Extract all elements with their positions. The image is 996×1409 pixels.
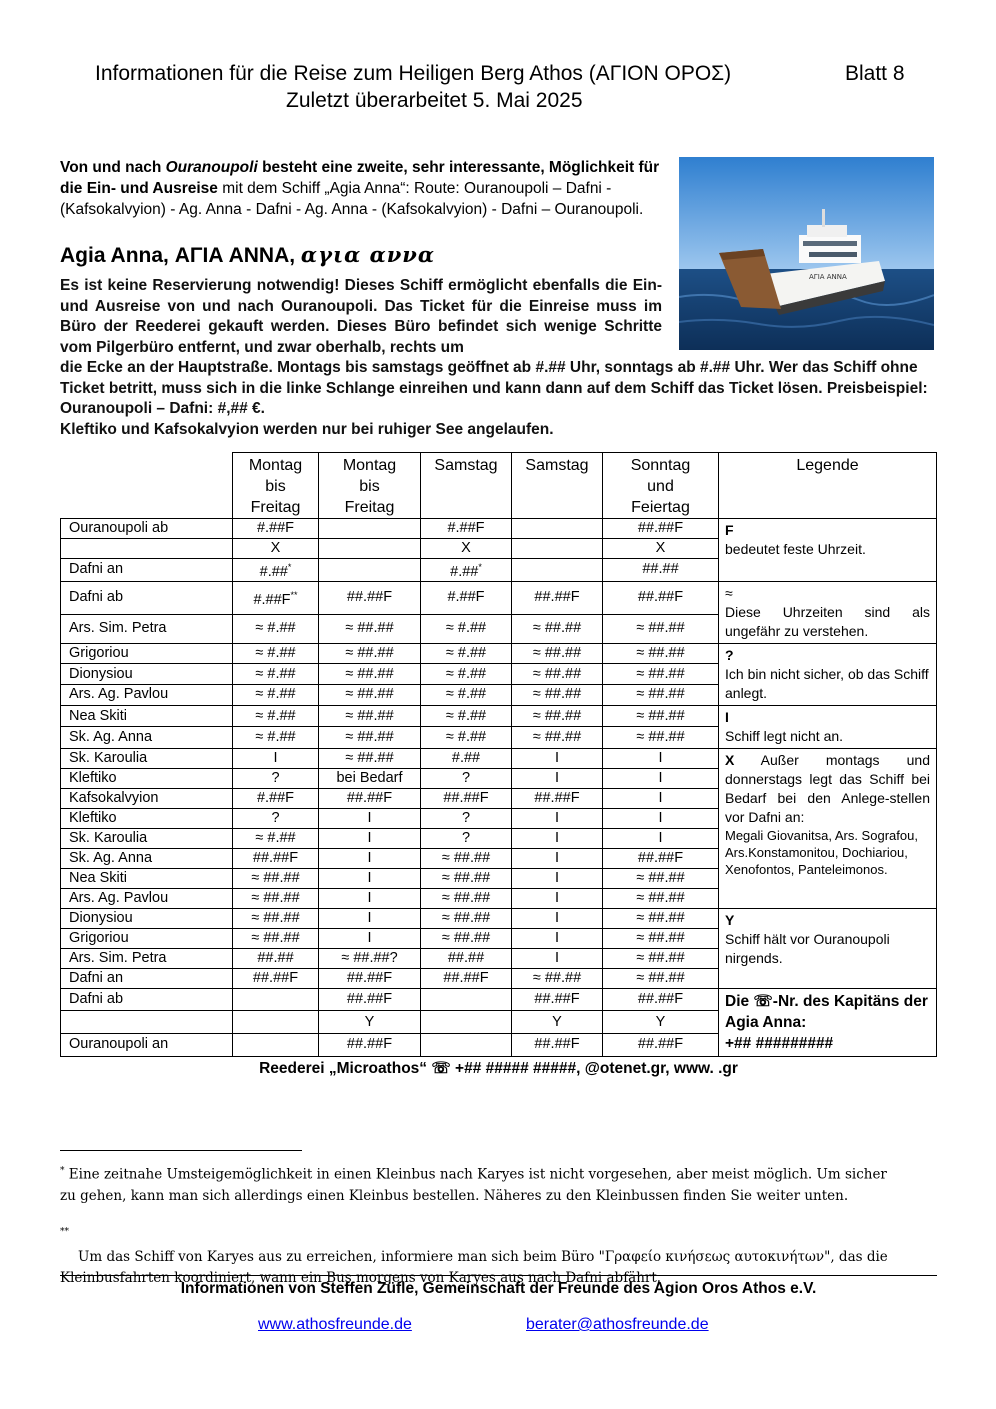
time-cell: ≈ #.## bbox=[421, 685, 512, 706]
time-cell: ? bbox=[421, 828, 512, 848]
time-cell: I bbox=[512, 828, 603, 848]
time-cell: I bbox=[603, 748, 719, 768]
footnote-separator bbox=[60, 1150, 302, 1151]
time-cell: I bbox=[512, 888, 603, 908]
time-cell: ≈ ##.## bbox=[319, 705, 421, 727]
time-cell: ≈ ##.## bbox=[233, 908, 319, 928]
time-cell bbox=[421, 988, 512, 1011]
time-cell: ##.##F bbox=[512, 1034, 603, 1057]
time-cell: ##.## bbox=[233, 948, 319, 968]
time-cell: I bbox=[512, 948, 603, 968]
captain-phone-label: Die ☏-Nr. des Kapitäns der Agia Anna: bbox=[725, 992, 928, 1031]
legend-cell bbox=[719, 519, 937, 582]
legend-approx-key: ≈ bbox=[725, 584, 733, 601]
time-cell: I bbox=[603, 828, 719, 848]
time-cell: I bbox=[319, 808, 421, 828]
timetable bbox=[60, 452, 937, 1057]
time-cell bbox=[512, 559, 603, 582]
time-cell: ##.##F bbox=[512, 788, 603, 808]
time-cell: ##.##F bbox=[603, 988, 719, 1011]
time-cell: #.##* bbox=[421, 559, 512, 582]
time-cell: ##.##F bbox=[512, 988, 603, 1011]
time-cell: #.## bbox=[421, 748, 512, 768]
time-cell: ≈ ##.## bbox=[319, 643, 421, 664]
time-cell: ≈ ##.## bbox=[512, 685, 603, 706]
time-cell: #.##F bbox=[421, 519, 512, 539]
time-cell: ≈ ##.## bbox=[512, 705, 603, 727]
time-cell: ≈ ##.## bbox=[603, 888, 719, 908]
time-cell bbox=[319, 559, 421, 582]
timetable-row bbox=[61, 908, 937, 928]
time-cell: I bbox=[319, 888, 421, 908]
time-cell: I bbox=[512, 868, 603, 888]
time-cell: ≈ ##.## bbox=[319, 685, 421, 706]
time-cell: ≈ ##.## bbox=[319, 614, 421, 643]
stop-name: Ouranoupoli ab bbox=[61, 519, 233, 539]
time-cell: ≈ ##.## bbox=[512, 643, 603, 664]
time-cell: ≈ ##.## bbox=[603, 948, 719, 968]
time-cell: ##.## bbox=[603, 559, 719, 582]
time-cell: ≈ ##.## bbox=[512, 968, 603, 988]
stop-name: Dionysiou bbox=[61, 908, 233, 928]
stop-name: Grigoriou bbox=[61, 928, 233, 948]
time-cell bbox=[512, 539, 603, 559]
col-header-mofr-2: Montag bis Freitag bbox=[319, 453, 421, 519]
col-header-sa-1: Samstag bbox=[421, 453, 512, 519]
stop-name bbox=[61, 1011, 233, 1034]
legend-cell bbox=[719, 643, 937, 705]
legend-cell bbox=[719, 908, 937, 988]
legend-cell bbox=[719, 581, 937, 643]
page-title: Informationen für die Reise zum Heiligen Berg Athos (ΑΓΙΟΝ ΟΡΟΣ) bbox=[95, 62, 732, 85]
time-cell: ≈ ##.## bbox=[603, 968, 719, 988]
time-cell bbox=[319, 519, 421, 539]
stop-name bbox=[61, 539, 233, 559]
time-cell: ≈ ##.## bbox=[233, 928, 319, 948]
time-cell: #.##F bbox=[421, 581, 512, 614]
time-cell: ##.##F bbox=[603, 519, 719, 539]
time-cell: bei Bedarf bbox=[319, 768, 421, 788]
timetable-row bbox=[61, 748, 937, 768]
time-cell: ##.##F bbox=[319, 788, 421, 808]
time-cell: ##.##F bbox=[421, 788, 512, 808]
time-cell: ≈ ##.## bbox=[421, 888, 512, 908]
time-cell bbox=[421, 1034, 512, 1057]
legend-y-key: Y bbox=[725, 911, 735, 928]
time-cell: I bbox=[512, 808, 603, 828]
time-cell: ? bbox=[233, 808, 319, 828]
time-cell: ≈ ##.## bbox=[603, 614, 719, 643]
legend-q-key: ? bbox=[725, 646, 734, 663]
time-cell: ≈ ##.## bbox=[421, 848, 512, 868]
time-cell: ≈ ##.## bbox=[319, 748, 421, 768]
time-cell: ##.##F bbox=[319, 988, 421, 1011]
legend-i-text: Schiff legt nicht an. bbox=[725, 727, 844, 744]
time-cell: ≈ ##.## bbox=[319, 727, 421, 749]
time-cell: X bbox=[421, 539, 512, 559]
legend-cell bbox=[719, 705, 937, 748]
time-cell: I bbox=[603, 808, 719, 828]
time-cell bbox=[421, 1011, 512, 1034]
col-header-mofr-1: Montag bis Freitag bbox=[233, 453, 319, 519]
time-cell: ##.##F bbox=[603, 581, 719, 614]
time-cell: ≈ #.## bbox=[421, 664, 512, 685]
stop-name: Nea Skiti bbox=[61, 868, 233, 888]
time-cell: I bbox=[319, 928, 421, 948]
stop-name: Kafsokalvyion bbox=[61, 788, 233, 808]
time-cell: ≈ ##.## bbox=[233, 888, 319, 908]
time-cell bbox=[512, 519, 603, 539]
time-cell: ≈ #.## bbox=[233, 643, 319, 664]
footer-separator bbox=[60, 1275, 937, 1276]
time-cell: ##.##F bbox=[603, 848, 719, 868]
time-cell bbox=[319, 539, 421, 559]
email-link[interactable]: berater@athosfreunde.de bbox=[526, 1316, 709, 1333]
time-cell: I bbox=[512, 928, 603, 948]
stop-name: Ars. Ag. Pavlou bbox=[61, 685, 233, 706]
website-link[interactable]: www.athosfreunde.de bbox=[258, 1316, 412, 1333]
time-cell: ? bbox=[233, 768, 319, 788]
stop-name: Dafni ab bbox=[61, 988, 233, 1011]
timetable-row bbox=[61, 581, 937, 614]
time-cell: ≈ #.## bbox=[233, 664, 319, 685]
time-cell: ##.##F bbox=[512, 581, 603, 614]
time-cell bbox=[233, 1034, 319, 1057]
legend-x-key: X bbox=[725, 751, 735, 768]
time-cell: ≈ #.## bbox=[421, 705, 512, 727]
time-cell: ≈ ##.## bbox=[603, 664, 719, 685]
time-cell: I bbox=[319, 908, 421, 928]
time-cell: ? bbox=[421, 768, 512, 788]
ship-title: Agia Anna, ΑΓΙΑ ΑΝΝΑ, αγια αννα bbox=[60, 242, 436, 267]
time-cell: ##.##F bbox=[233, 848, 319, 868]
time-cell: #.##* bbox=[233, 559, 319, 582]
time-cell: ? bbox=[421, 808, 512, 828]
stop-name: Ars. Ag. Pavlou bbox=[61, 888, 233, 908]
ship-info-paragraph: Es ist keine Reservierung notwendig! Dieses Schiff ermöglicht ebenfalls die Ein- und Ausreise von und nach Ouranoupoli. Das Ticket für die Einreise muss im Büro der Reederei gekauft werden. Dieses Büro befindet sich wenige Schritte vom Pilgerbüro entfernt, und zwar oberhalb, rechts um die Ecke an der Hauptstraße. Montags bis samstags geöffnet ab #.## Uhr, sonntags ab #.## Uhr. Wer das Schiff ohne Ticket betritt, muss sich in die linke Schlange einreihen und kann dann auf dem Schiff das Ticket lösen. Preisbeispiel: Ouranoupoli – Dafni: #,## €. Kleftiko und Kafsokalvyion werden nur bei ruhiger See angelaufen. bbox=[60, 277, 928, 438]
time-cell: ≈ #.## bbox=[233, 705, 319, 727]
last-updated: Zuletzt überarbeitet 5. Mai 2025 bbox=[286, 89, 583, 112]
time-cell: ≈ ##.## bbox=[319, 664, 421, 685]
time-cell: ##.##F bbox=[319, 581, 421, 614]
time-cell: ≈ ##.## bbox=[512, 727, 603, 749]
captain-phone-number: +## ######### bbox=[725, 1034, 834, 1052]
time-cell: ≈ ##.## bbox=[603, 868, 719, 888]
time-cell: ≈ ##.## bbox=[512, 664, 603, 685]
footer-credit: Informationen von Steffen Züfle, Gemeinschaft der Freunde des Agion Oros Athos e.V. bbox=[180, 1280, 817, 1297]
stop-name: Ouranoupoli an bbox=[61, 1034, 233, 1057]
time-cell: ##.## bbox=[421, 948, 512, 968]
time-cell: #.##F bbox=[233, 519, 319, 539]
time-cell bbox=[233, 988, 319, 1011]
col-header-sun: Sonntag und Feiertag bbox=[603, 453, 719, 519]
legend-q-text: Ich bin nicht sicher, ob das Schiff anlegt. bbox=[725, 665, 929, 701]
time-cell: I bbox=[512, 748, 603, 768]
timetable-row bbox=[61, 643, 937, 664]
time-cell: I bbox=[512, 908, 603, 928]
time-cell: ≈ ##.## bbox=[603, 727, 719, 749]
footnote-2: ** Um das Schiff von Karyes aus zu erreichen, informiere man sich beim Büro "Γραφείο κινήσεως αυτοκινήτων", das die Kleinbusfahrten koordiniert, wann ein Bus morgens von Karyes aus nach Dafni abfährt. bbox=[60, 1227, 888, 1286]
legend-f-text: bedeutet feste Uhrzeit. bbox=[725, 541, 866, 557]
time-cell: ##.##F bbox=[319, 968, 421, 988]
legend-x-list: Megali Giovanitsa, Ars. Sografou, Ars.Konstamonitou, Dochiariou, Xenofontos, Panteleimonos. bbox=[725, 827, 918, 877]
time-cell: ≈ #.## bbox=[233, 614, 319, 643]
time-cell: ≈ ##.## bbox=[512, 614, 603, 643]
stop-name: Dafni an bbox=[61, 559, 233, 582]
col-header-sa-2: Samstag bbox=[512, 453, 603, 519]
time-cell: ≈ ##.## bbox=[603, 908, 719, 928]
time-cell: Y bbox=[512, 1011, 603, 1034]
stop-name: Ars. Sim. Petra bbox=[61, 948, 233, 968]
time-cell: ≈ ##.## bbox=[603, 705, 719, 727]
time-cell bbox=[233, 1011, 319, 1034]
stop-name: Sk. Ag. Anna bbox=[61, 727, 233, 749]
time-cell: ≈ ##.##? bbox=[319, 948, 421, 968]
col-header-legend: Legende bbox=[719, 453, 937, 519]
time-cell: I bbox=[319, 828, 421, 848]
stop-name: Nea Skiti bbox=[61, 705, 233, 727]
time-cell: Y bbox=[319, 1011, 421, 1034]
timetable-row bbox=[61, 519, 937, 539]
time-cell: ≈ ##.## bbox=[421, 928, 512, 948]
time-cell: I bbox=[512, 768, 603, 788]
time-cell: ≈ ##.## bbox=[603, 685, 719, 706]
legend-approx-text: Diese Uhrzeiten sind als ungefähr zu verstehen. bbox=[725, 603, 930, 639]
legend-cell bbox=[719, 748, 937, 908]
stop-name: Kleftiko bbox=[61, 808, 233, 828]
time-cell: ≈ #.## bbox=[421, 643, 512, 664]
time-cell: ≈ ##.## bbox=[603, 643, 719, 664]
time-cell: X bbox=[603, 539, 719, 559]
stop-name: Dafni an bbox=[61, 968, 233, 988]
time-cell: ≈ #.## bbox=[233, 685, 319, 706]
time-cell: ##.##F bbox=[603, 1034, 719, 1057]
time-cell: I bbox=[512, 848, 603, 868]
footnote-1: * Eine zeitnahe Umsteigemöglichkeit in einen Kleinbus nach Karyes ist nicht vorgesehen, aber meist möglich. Um sicher zu gehen, kann man sich allerdings einen Kleinbus bestellen. Näheres zu den Kleinbussen finden Sie weiter unten. bbox=[60, 1166, 887, 1204]
time-cell: I bbox=[603, 768, 719, 788]
time-cell: ≈ #.## bbox=[421, 614, 512, 643]
stop-name: Dionysiou bbox=[61, 664, 233, 685]
timetable-row bbox=[61, 705, 937, 727]
stop-name: Sk. Ag. Anna bbox=[61, 848, 233, 868]
time-cell: Y bbox=[603, 1011, 719, 1034]
stop-name: Dafni ab bbox=[61, 581, 233, 614]
time-cell: #.##F bbox=[233, 788, 319, 808]
time-cell: I bbox=[603, 788, 719, 808]
time-cell: ≈ #.## bbox=[233, 727, 319, 749]
stop-name: Sk. Karoulia bbox=[61, 828, 233, 848]
time-cell: ≈ #.## bbox=[233, 828, 319, 848]
timetable-row bbox=[61, 988, 937, 1011]
stop-name: Kleftiko bbox=[61, 768, 233, 788]
time-cell: ≈ ##.## bbox=[233, 868, 319, 888]
legend-f-key: F bbox=[725, 522, 734, 538]
time-cell: ≈ ##.## bbox=[421, 868, 512, 888]
stop-name: Ars. Sim. Petra bbox=[61, 614, 233, 643]
time-cell: X bbox=[233, 539, 319, 559]
time-cell: ##.##F bbox=[421, 968, 512, 988]
intro-paragraph: Von und nach Ouranoupoli besteht eine zweite, sehr interessante, Möglichkeit für die Ein- und Ausreise mit dem Schiff „Agia Anna“: Route: Ouranoupoli – Dafni - (Kafsokalvyion) - Ag. Anna - Dafni - Ag. Anna - (Kafsokalvyion) - Dafni – Ouranoupoli. bbox=[60, 159, 660, 218]
ship-hull-name: ΑΓΙΑ ΑΝΝΑ bbox=[809, 273, 847, 281]
time-cell: #.##F** bbox=[233, 581, 319, 614]
stop-name: Grigoriou bbox=[61, 643, 233, 664]
time-cell: ≈ ##.## bbox=[421, 908, 512, 928]
stop-name: Sk. Karoulia bbox=[61, 748, 233, 768]
legend-cell bbox=[719, 988, 937, 1056]
legend-x-text: Außer montags und donnerstags legt das Schiff bei Bedarf bei den Anlege-stellen vor Dafni an: bbox=[725, 751, 930, 825]
time-cell: I bbox=[319, 868, 421, 888]
time-cell: ##.##F bbox=[319, 1034, 421, 1057]
time-cell: I bbox=[319, 848, 421, 868]
legend-i-key: I bbox=[725, 708, 729, 725]
shipping-company-contact: Reederei „Microathos“ ☏ +## ##### #####, @otenet.gr, www. .gr bbox=[259, 1060, 738, 1077]
time-cell: ≈ #.## bbox=[421, 727, 512, 749]
time-cell: I bbox=[233, 748, 319, 768]
sheet-number: Blatt 8 bbox=[845, 62, 905, 85]
legend-y-text: Schiff hält vor Ouranoupoli nirgends. bbox=[725, 930, 890, 966]
time-cell: ≈ ##.## bbox=[603, 928, 719, 948]
time-cell: ##.##F bbox=[233, 968, 319, 988]
